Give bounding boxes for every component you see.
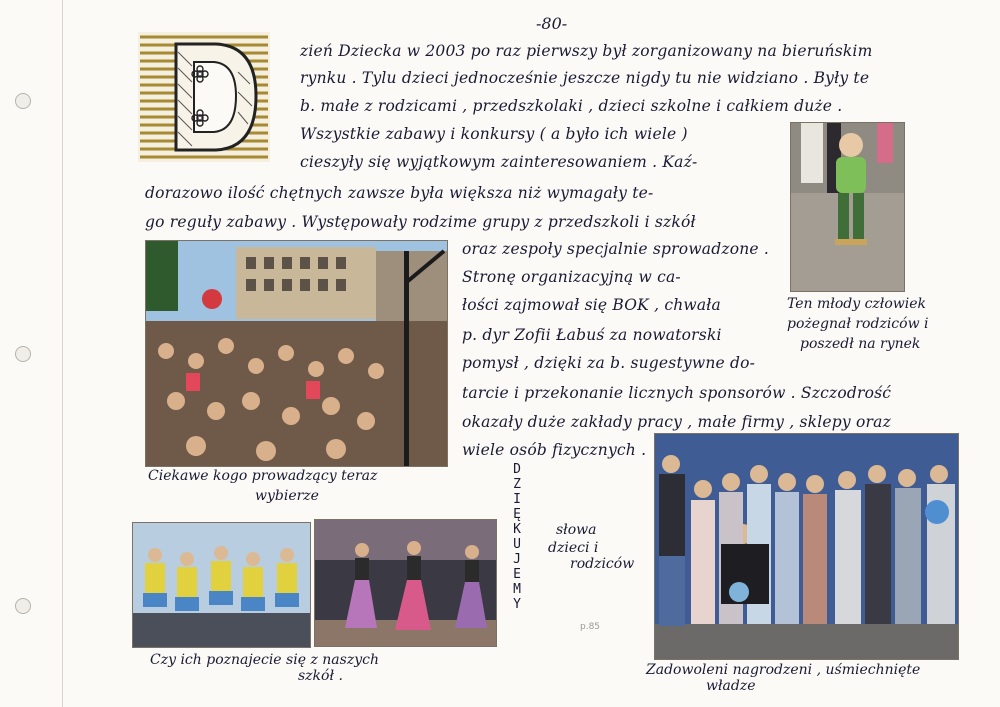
vertical-letter: K <box>513 522 521 537</box>
vertical-letter: Y <box>513 597 521 612</box>
faint-stamp: p.85 <box>580 622 601 632</box>
vertical-letter: M <box>513 582 521 597</box>
group-caption: Zadowoleni nagrodzeni , uśmiechnięte <box>646 662 921 678</box>
body-line: rynku . Tylu dzieci jednocześnie jeszcze nigdy tu nie widziano . Były te <box>300 69 870 87</box>
body-line: zień Dziecka w 2003 po raz pierwszy był zorganizowany na bieruńskim <box>300 42 873 60</box>
binder-hole <box>15 346 31 362</box>
awarded-group-photo <box>654 433 959 660</box>
binder-hole <box>15 598 31 614</box>
illuminated-initial <box>138 32 270 162</box>
toddler-caption: Ten młody człowiek <box>787 296 926 312</box>
body-line: Stronę organizacyjną w ca- <box>462 268 681 286</box>
toddler-caption: pożegnał rodziców i <box>787 316 929 332</box>
binder-hole <box>15 93 31 109</box>
toddler-caption: poszedł na rynek <box>800 336 921 352</box>
page-margin-line <box>62 0 63 707</box>
toddler-photo <box>790 122 905 292</box>
body-line: pomysł , dzięki za b. sugestywne do- <box>462 354 756 372</box>
page-number: -80- <box>536 14 568 33</box>
body-line: okazały duże zakłady pracy , małe firmy , sklepy oraz <box>462 413 891 431</box>
dancers-yellow-photo <box>132 522 311 648</box>
group-caption: władze <box>706 678 756 694</box>
body-line: cieszyły się wyjątkowym zainteresowaniem . Kaź- <box>300 153 698 171</box>
body-line: p. dyr Zofii Łabuś za nowatorski <box>462 326 722 344</box>
crowd-caption: Ciekawe kogo prowadzący teraz <box>148 468 378 484</box>
vertical-letter: I <box>513 492 521 507</box>
words-caption: rodziców <box>570 556 635 572</box>
schools-caption: Czy ich poznajecie się z naszych <box>150 652 379 668</box>
body-line: łości zajmował się BOK , chwała <box>462 296 721 314</box>
schools-caption: szkół . <box>298 668 343 684</box>
body-line: tarcie i przekonanie licznych sponsorów . Szczodrość <box>462 384 892 402</box>
vertical-letter: E <box>513 567 521 582</box>
dancers-skirts-photo <box>314 519 497 647</box>
vertical-letter: Ę <box>513 507 521 522</box>
body-line: dorazowo ilość chętnych zawsze była większa niż wymagały te- <box>145 184 654 202</box>
body-line: oraz zespoły specjalnie sprowadzone . <box>462 240 770 258</box>
body-line: b. małe z rodzicami , przedszkolaki , dzieci szkolne i całkiem duże . <box>300 97 843 115</box>
crowd-caption: wybierze <box>255 488 319 504</box>
words-caption: słowa <box>556 522 597 538</box>
body-line: go reguły zabawy . Występowały rodzime grupy z przedszkoli i szkół <box>145 213 696 231</box>
vertical-letter: D <box>513 462 521 477</box>
vertical-letter: Z <box>513 477 521 492</box>
body-line: wiele osób fizycznych . <box>462 441 647 459</box>
words-caption: dzieci i <box>548 540 599 556</box>
vertical-letter: U <box>513 537 521 552</box>
body-line: Wszystkie zabawy i konkursy ( a było ich wiele ) <box>300 125 688 143</box>
vertical-letter: J <box>513 552 521 567</box>
vertical-thanks-word <box>509 462 525 612</box>
crowd-photo <box>145 240 448 467</box>
